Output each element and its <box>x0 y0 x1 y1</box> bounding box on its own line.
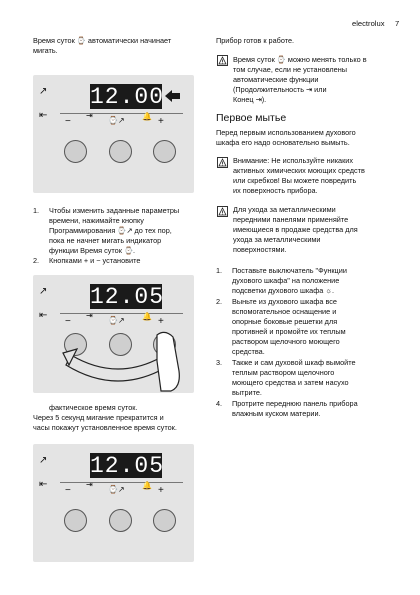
left-step-2-line-1: Кнопками + и − установите <box>49 256 141 265</box>
plus-symbol: + <box>158 116 164 127</box>
right-step-3-line-1: Также и сам духовой шкаф вымойте <box>232 358 356 367</box>
right-step-3-line-3: моющего средства и затем насухо <box>232 378 349 387</box>
after-line-2: часы покажут установленное время суток. <box>33 423 177 432</box>
warn1-line-2: том случае, если не установлены <box>233 65 347 74</box>
time-digits: 12.00 <box>90 84 165 110</box>
right-step-1-num: 1. <box>216 266 223 275</box>
warn2-line-3: или скребков! Вы можете повредить <box>233 176 357 185</box>
minus-symbol: − <box>65 116 71 127</box>
left-step-1-num: 1. <box>33 206 40 215</box>
plus-button[interactable] <box>153 140 176 163</box>
warn2-line-4: их поверхность прибора. <box>233 186 318 195</box>
left-step-1-line-4: пока не начнет мигать индикатор <box>49 236 162 245</box>
left-step-1-line-5: функции Время суток ⌚. <box>49 246 136 255</box>
minus-symbol: − <box>65 316 71 327</box>
swipe-gesture-illustration <box>33 275 194 393</box>
time-digits: 12.05 <box>90 453 165 479</box>
right-step-1-line-1: Поставьте выключатель "Функции <box>232 266 347 275</box>
control-panel-2 <box>33 275 194 393</box>
section-title: Первое мытье <box>216 112 287 124</box>
program-clock-icon: ⌚↗ <box>108 485 125 494</box>
plus-symbol: + <box>158 485 164 496</box>
right-step-2-line-4: противней и промойте их теплым <box>232 327 346 336</box>
end-arrow-icon: ⇥ <box>86 111 93 120</box>
program-button[interactable] <box>109 509 132 532</box>
control-panel-3 <box>33 444 194 562</box>
panel-divider <box>60 482 183 483</box>
right-step-2-line-6: средства. <box>232 347 265 356</box>
plus-button[interactable] <box>153 509 176 532</box>
left-step-1-line-1: Чтобы изменить заданные параметры <box>49 206 180 215</box>
right-step-2-line-5: раствором щелочного моющего <box>232 337 340 346</box>
left-step-2-line-2: фактическое время суток. <box>49 403 138 412</box>
page-number: 7 <box>395 19 400 28</box>
warn2-line-1: Внимание: Не используйте никаких <box>233 156 354 165</box>
right-step-4-line-1: Протрите переднюю панель прибора <box>232 399 358 408</box>
right-step-3-line-2: теплым раствором щелочного <box>232 368 335 377</box>
minus-button[interactable] <box>64 140 87 163</box>
after-line-1: Через 5 секунд мигание прекратится и <box>33 413 164 422</box>
warn1-line-1: Время суток ⌚ можно менять только в <box>233 55 367 64</box>
right-step-2-line-1: Выньте из духового шкафа все <box>232 297 337 306</box>
time-display <box>90 84 182 109</box>
warn3-line-4: ухода за металлическими <box>233 235 321 244</box>
tilt-arrow-icon: ↗ <box>39 86 48 97</box>
bell-icon: 🔔 <box>142 481 152 490</box>
left-step-1-line-3: Программирования ⌚↗ до тех пор, <box>49 226 172 235</box>
duration-icon: ⇤ <box>39 110 48 121</box>
time-digits: 12.05 <box>90 284 165 310</box>
duration-icon: ⇤ <box>39 310 48 321</box>
left-step-1-line-2: времени, нажимайте кнопку <box>49 216 144 225</box>
tilt-arrow-icon: ↗ <box>39 455 48 466</box>
time-display <box>90 453 182 478</box>
right-step-1-line-2: духового шкафа" на положение <box>232 276 340 285</box>
program-button[interactable] <box>109 140 132 163</box>
warning-icon <box>217 206 228 217</box>
warn1-line-4: (Продолжительность ⇥ или <box>233 85 327 94</box>
brand-name: electrolux <box>352 19 385 28</box>
right-step-1-line-3: подсветки духового шкафа ☼. <box>232 286 335 295</box>
right-step-3-line-4: вытрите. <box>232 388 262 397</box>
warning-icon <box>217 157 228 168</box>
program-clock-icon: ⌚↗ <box>108 116 125 125</box>
hand-finger-icon <box>157 332 179 391</box>
end-arrow-icon: ⇥ <box>86 311 93 320</box>
right-step-3-num: 3. <box>216 358 223 367</box>
minus-symbol: − <box>65 485 71 496</box>
right-step-4-num: 4. <box>216 399 223 408</box>
bell-icon: 🔔 <box>142 112 152 121</box>
warn1-line-5: Конец ⇥). <box>233 95 267 104</box>
end-arrow-icon: ⇥ <box>86 480 93 489</box>
left-step-2-num: 2. <box>33 256 40 265</box>
ready-text: Прибор готов к работе. <box>216 36 295 45</box>
minus-button[interactable] <box>64 509 87 532</box>
bell-icon: 🔔 <box>142 312 152 321</box>
panel-divider <box>60 113 183 114</box>
right-step-2-line-2: вспомогательное оснащение и <box>232 307 337 316</box>
warn3-line-5: поверхностями. <box>233 245 287 254</box>
duration-icon: ⇤ <box>39 479 48 490</box>
program-clock-icon: ⌚↗ <box>108 316 125 325</box>
warn2-line-2: активных химических моющих средств <box>233 166 365 175</box>
right-step-2-num: 2. <box>216 297 223 306</box>
warning-icon <box>217 55 228 66</box>
section-intro-1: Перед первым использованием духового <box>216 128 356 137</box>
right-step-4-line-2: влажным куском материи. <box>232 409 321 418</box>
plus-symbol: + <box>158 316 164 327</box>
control-panel-1 <box>33 75 194 193</box>
warn3-line-2: передними панелями применяйте <box>233 215 349 224</box>
warn3-line-1: Для ухода за металлическими <box>233 205 336 214</box>
section-intro-2: шкафа его надо основательно вымыть. <box>216 138 350 147</box>
arrow-left-indicator <box>165 90 180 102</box>
tilt-arrow-icon: ↗ <box>39 286 48 297</box>
right-step-2-line-3: опорные боковые решетки для <box>232 317 338 326</box>
intro-line-1: Время суток ⌚ автоматически начинает <box>33 36 172 45</box>
warn1-line-3: автоматические функции <box>233 75 319 84</box>
intro-line-2: мигать. <box>33 46 58 55</box>
warn3-line-3: имеющиеся в продаже средства для <box>233 225 358 234</box>
